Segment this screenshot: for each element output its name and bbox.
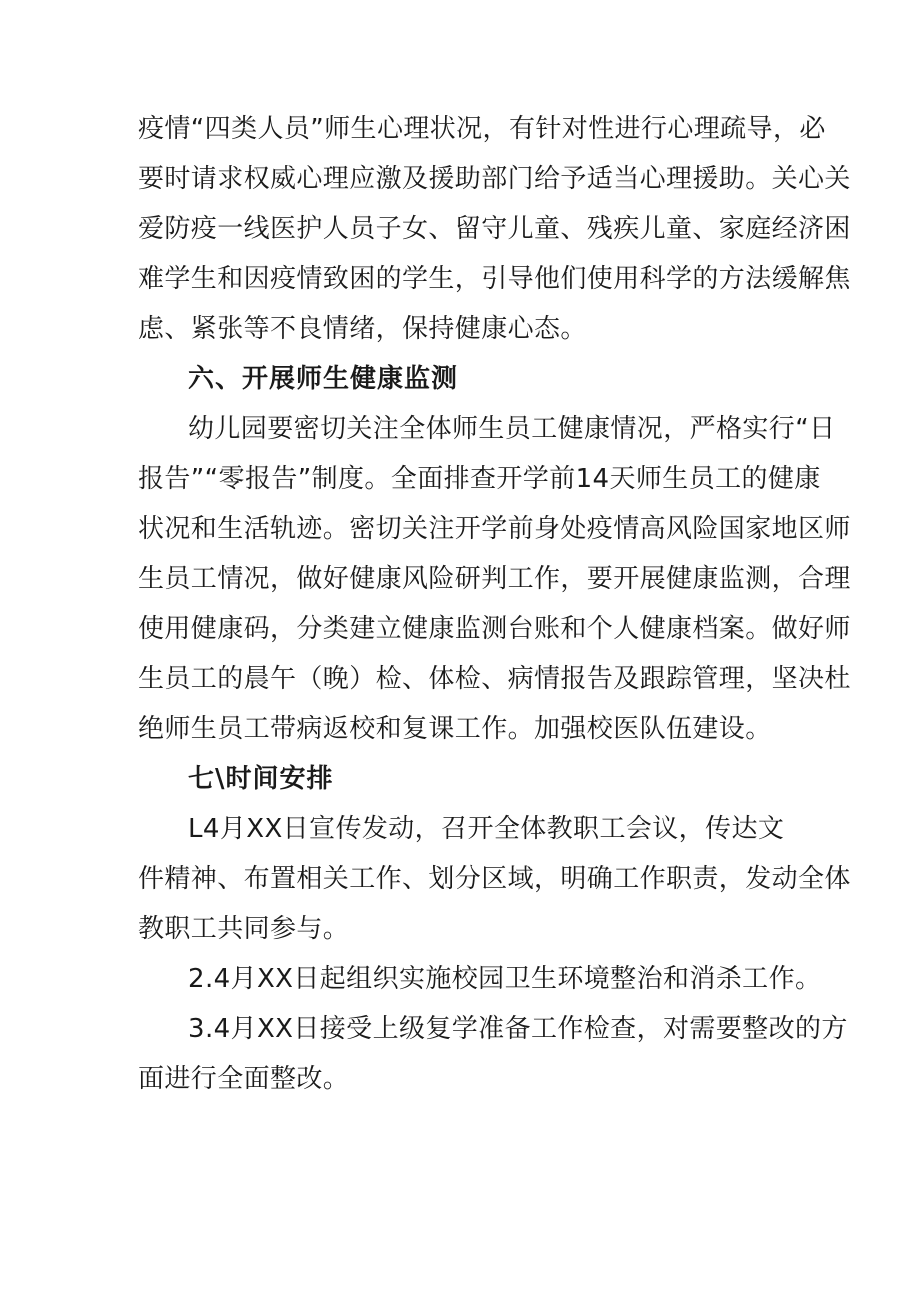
paragraph-line: 2.4月XX日起组织实施校园卫生环境整治和消杀工作。 [188, 964, 822, 994]
paragraph-line: 幼儿园要密切关注全体师生员工健康情况，严格实行“日 [188, 414, 836, 444]
paragraph-line: 状况和生活轨迹。密切关注开学前身处疫情高风险国家地区师 [138, 514, 851, 544]
paragraph-line: 报告”“零报告”制度。全面排查开学前14天师生员工的健康 [138, 464, 821, 494]
paragraph-line: 要时请求权威心理应激及援助部门给予适当心理援助。关心关 [138, 164, 851, 194]
paragraph-line: 教职工共同参与。 [138, 914, 350, 944]
paragraph-line: 爱防疫一线医护人员子女、留守儿童、残疾儿童、家庭经济困 [138, 214, 851, 244]
paragraph-line: 使用健康码，分类建立健康监测台账和个人健康档案。做好师 [138, 614, 851, 644]
paragraph-line: 虑、紧张等不良情绪，保持健康心态。 [138, 314, 587, 344]
paragraph-line: 生员工情况，做好健康风险研判工作，要开展健康监测，合理 [138, 564, 851, 594]
section-heading: 七\时间安排 [188, 764, 334, 794]
paragraph-line: 生员工的晨午（晚）检、体检、病情报告及跟踪管理，坚决杜 [138, 664, 851, 694]
paragraph-line: 绝师生员工带病返校和复课工作。加强校医队伍建设。 [138, 714, 772, 744]
paragraph-line: 疫情“四类人员”师生心理状况，有针对性进行心理疏导，必 [138, 114, 826, 144]
section-heading: 六、开展师生健康监测 [188, 364, 459, 394]
paragraph-line: 难学生和因疫情致困的学生，引导他们使用科学的方法缓解焦 [138, 264, 851, 294]
paragraph-line: 面进行全面整改。 [138, 1064, 350, 1094]
paragraph-line: L4月XX日宣传发动，召开全体教职工会议，传达文 [188, 814, 785, 844]
paragraph-line: 件精神、布置相关工作、划分区域，明确工作职责，发动全体 [138, 864, 851, 894]
paragraph-line: 3.4月XX日接受上级复学准备工作检查，对需要整改的方 [188, 1014, 848, 1044]
